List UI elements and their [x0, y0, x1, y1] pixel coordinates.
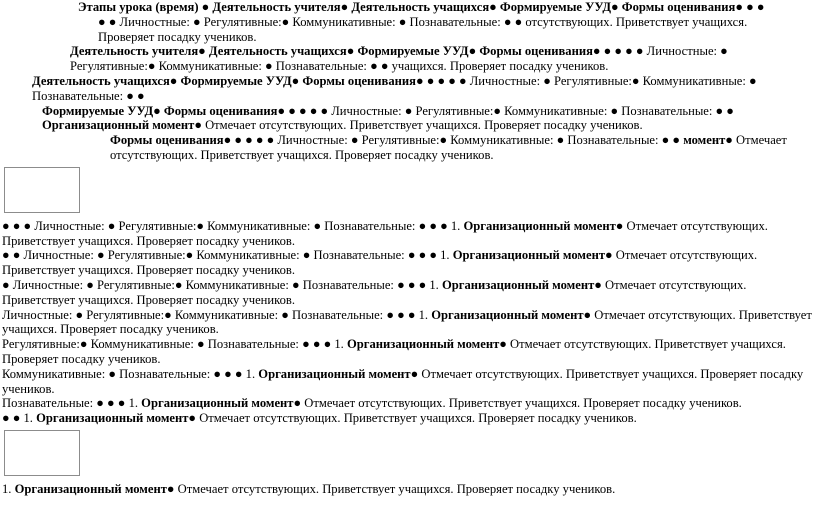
text-run: Личностные: ● Регулятивные:● Коммуникативные: ● Познавательные: ● ● отсутствующих. Приветствует учащихся. Проверяет посадку учеников. [98, 14, 748, 44]
text-run: Отмечает отсутствующих. Приветствует учащихся. Проверяет посадку учеников. [2, 277, 747, 307]
paragraph-11 [2, 367, 814, 397]
text-run: Деятельность учителя● Деятельность учащихся● Формируемые УУД● Формы оценивания● ● ● ● ● [70, 44, 644, 59]
text-run: момент● [683, 133, 733, 148]
text-run: Отмечает отсутствующих. Приветствует учащихся. Проверяет посадку учеников. [201, 118, 643, 133]
text-run: Личностные: ● Регулятивные:● Коммуникативные: ● Познавательные: ● ● учащихся. Проверяет посадку учеников. [70, 44, 728, 74]
text-run: Познавательные: ● ● ● 1. [2, 396, 142, 411]
paragraph-8 [2, 278, 814, 308]
paragraph-12 [2, 396, 814, 411]
text-run: Организационный момент● [258, 366, 419, 381]
paragraph-9 [2, 308, 814, 338]
text-run: Деятельность учащихся● Формируемые УУД● Формы оценивания● ● ● ● ● [32, 73, 467, 88]
text-run: Этапы урока (время) ● Деятельность учителя● Деятельность учащихся● Формируемые УУД● Формы оценивания● ● ● ● ● [78, 0, 765, 29]
image-placeholder [4, 430, 80, 476]
paragraph-13 [2, 411, 814, 426]
text-run: Отмечает отсутствующих. Приветствует учащихся. Проверяет посадку учеников. [110, 133, 787, 162]
text-run: 1. [2, 481, 15, 496]
text-run: Формируемые УУД● Формы оценивания● ● ● ● ● [42, 103, 329, 118]
text-run: Организационный момент● [141, 396, 302, 411]
paragraph-3 [32, 74, 814, 104]
text-run: Отмечает отсутствующих. Приветствует учащихся. Проверяет посадку учеников. [2, 337, 786, 366]
text-run: Личностные: ● Регулятивные:● Коммуникативные: ● Познавательные: ● ● [328, 103, 734, 118]
text-run: Формы оценивания● ● ● ● ● [110, 133, 275, 148]
text-run: Организационный момент● [452, 248, 613, 263]
text-run: Отмечает отсутствующих. Приветствует учащихся. Проверяет посадку учеников. [196, 411, 637, 426]
text-run: Личностные: ● Регулятивные:● Коммуникативные: ● Познавательные: ● ● [32, 73, 757, 103]
text-run: ● ● ● Личностные: ● Регулятивные:● Коммуникативные: ● Познавательные: ● ● ● 1. [2, 218, 464, 233]
text-run: Отмечает отсутствующих. Приветствует учащихся. Проверяет посадку учеников. [174, 481, 616, 496]
image-placeholder [4, 167, 80, 213]
text-run: Отмечает отсутствующих. Приветствует учащихся. Проверяет посадку учеников. [2, 248, 758, 278]
paragraph-1 [78, 0, 774, 44]
text-run: Организационный момент● [42, 118, 202, 133]
text-run: Коммуникативные: ● Познавательные: ● ● ● 1. [2, 366, 259, 381]
paragraph-6 [2, 219, 814, 249]
text-run: Отмечает отсутствующих. Приветствует учащихся. Проверяет посадку учеников. [2, 307, 812, 337]
text-run: Личностные: ● Регулятивные:● Коммуникативные: ● Познавательные: ● ● ● 1. [2, 307, 432, 322]
paragraph-10 [2, 337, 814, 367]
text-run: ● Личностные: ● Регулятивные:● Коммуникативные: ● Познавательные: ● ● ● 1. [2, 277, 442, 292]
paragraph-2 [70, 44, 814, 74]
text-run: Отмечает отсутствующих. Приветствует учащихся. Проверяет посадку учеников. [2, 218, 768, 248]
paragraph-4 [42, 104, 814, 134]
paragraph-7 [2, 248, 814, 278]
text-run: Организационный момент● [36, 411, 197, 426]
paragraph-14 [2, 482, 814, 497]
text-run: Организационный момент● [346, 337, 507, 352]
text-run: Организационный момент● [14, 481, 175, 496]
text-run: ● ● Личностные: ● Регулятивные:● Коммуникативные: ● Познавательные: ● ● ● 1. [2, 248, 453, 263]
text-run: Регулятивные:● Коммуникативные: ● Познавательные: ● ● ● 1. [2, 337, 347, 352]
text-run: Организационный момент● [441, 277, 602, 292]
text-run: ● ● 1. [2, 411, 37, 426]
text-run: Отмечает отсутствующих. Приветствует учащихся. Проверяет посадку учеников. [2, 366, 804, 396]
text-run: Личностные: ● Регулятивные:● Коммуникативные: ● Познавательные: ● ● [274, 133, 684, 148]
paragraph-5 [110, 133, 814, 163]
text-run: Организационный момент● [431, 307, 592, 322]
text-run: Организационный момент● [463, 218, 624, 233]
text-run: Отмечает отсутствующих. Приветствует учащихся. Проверяет посадку учеников. [301, 396, 742, 411]
